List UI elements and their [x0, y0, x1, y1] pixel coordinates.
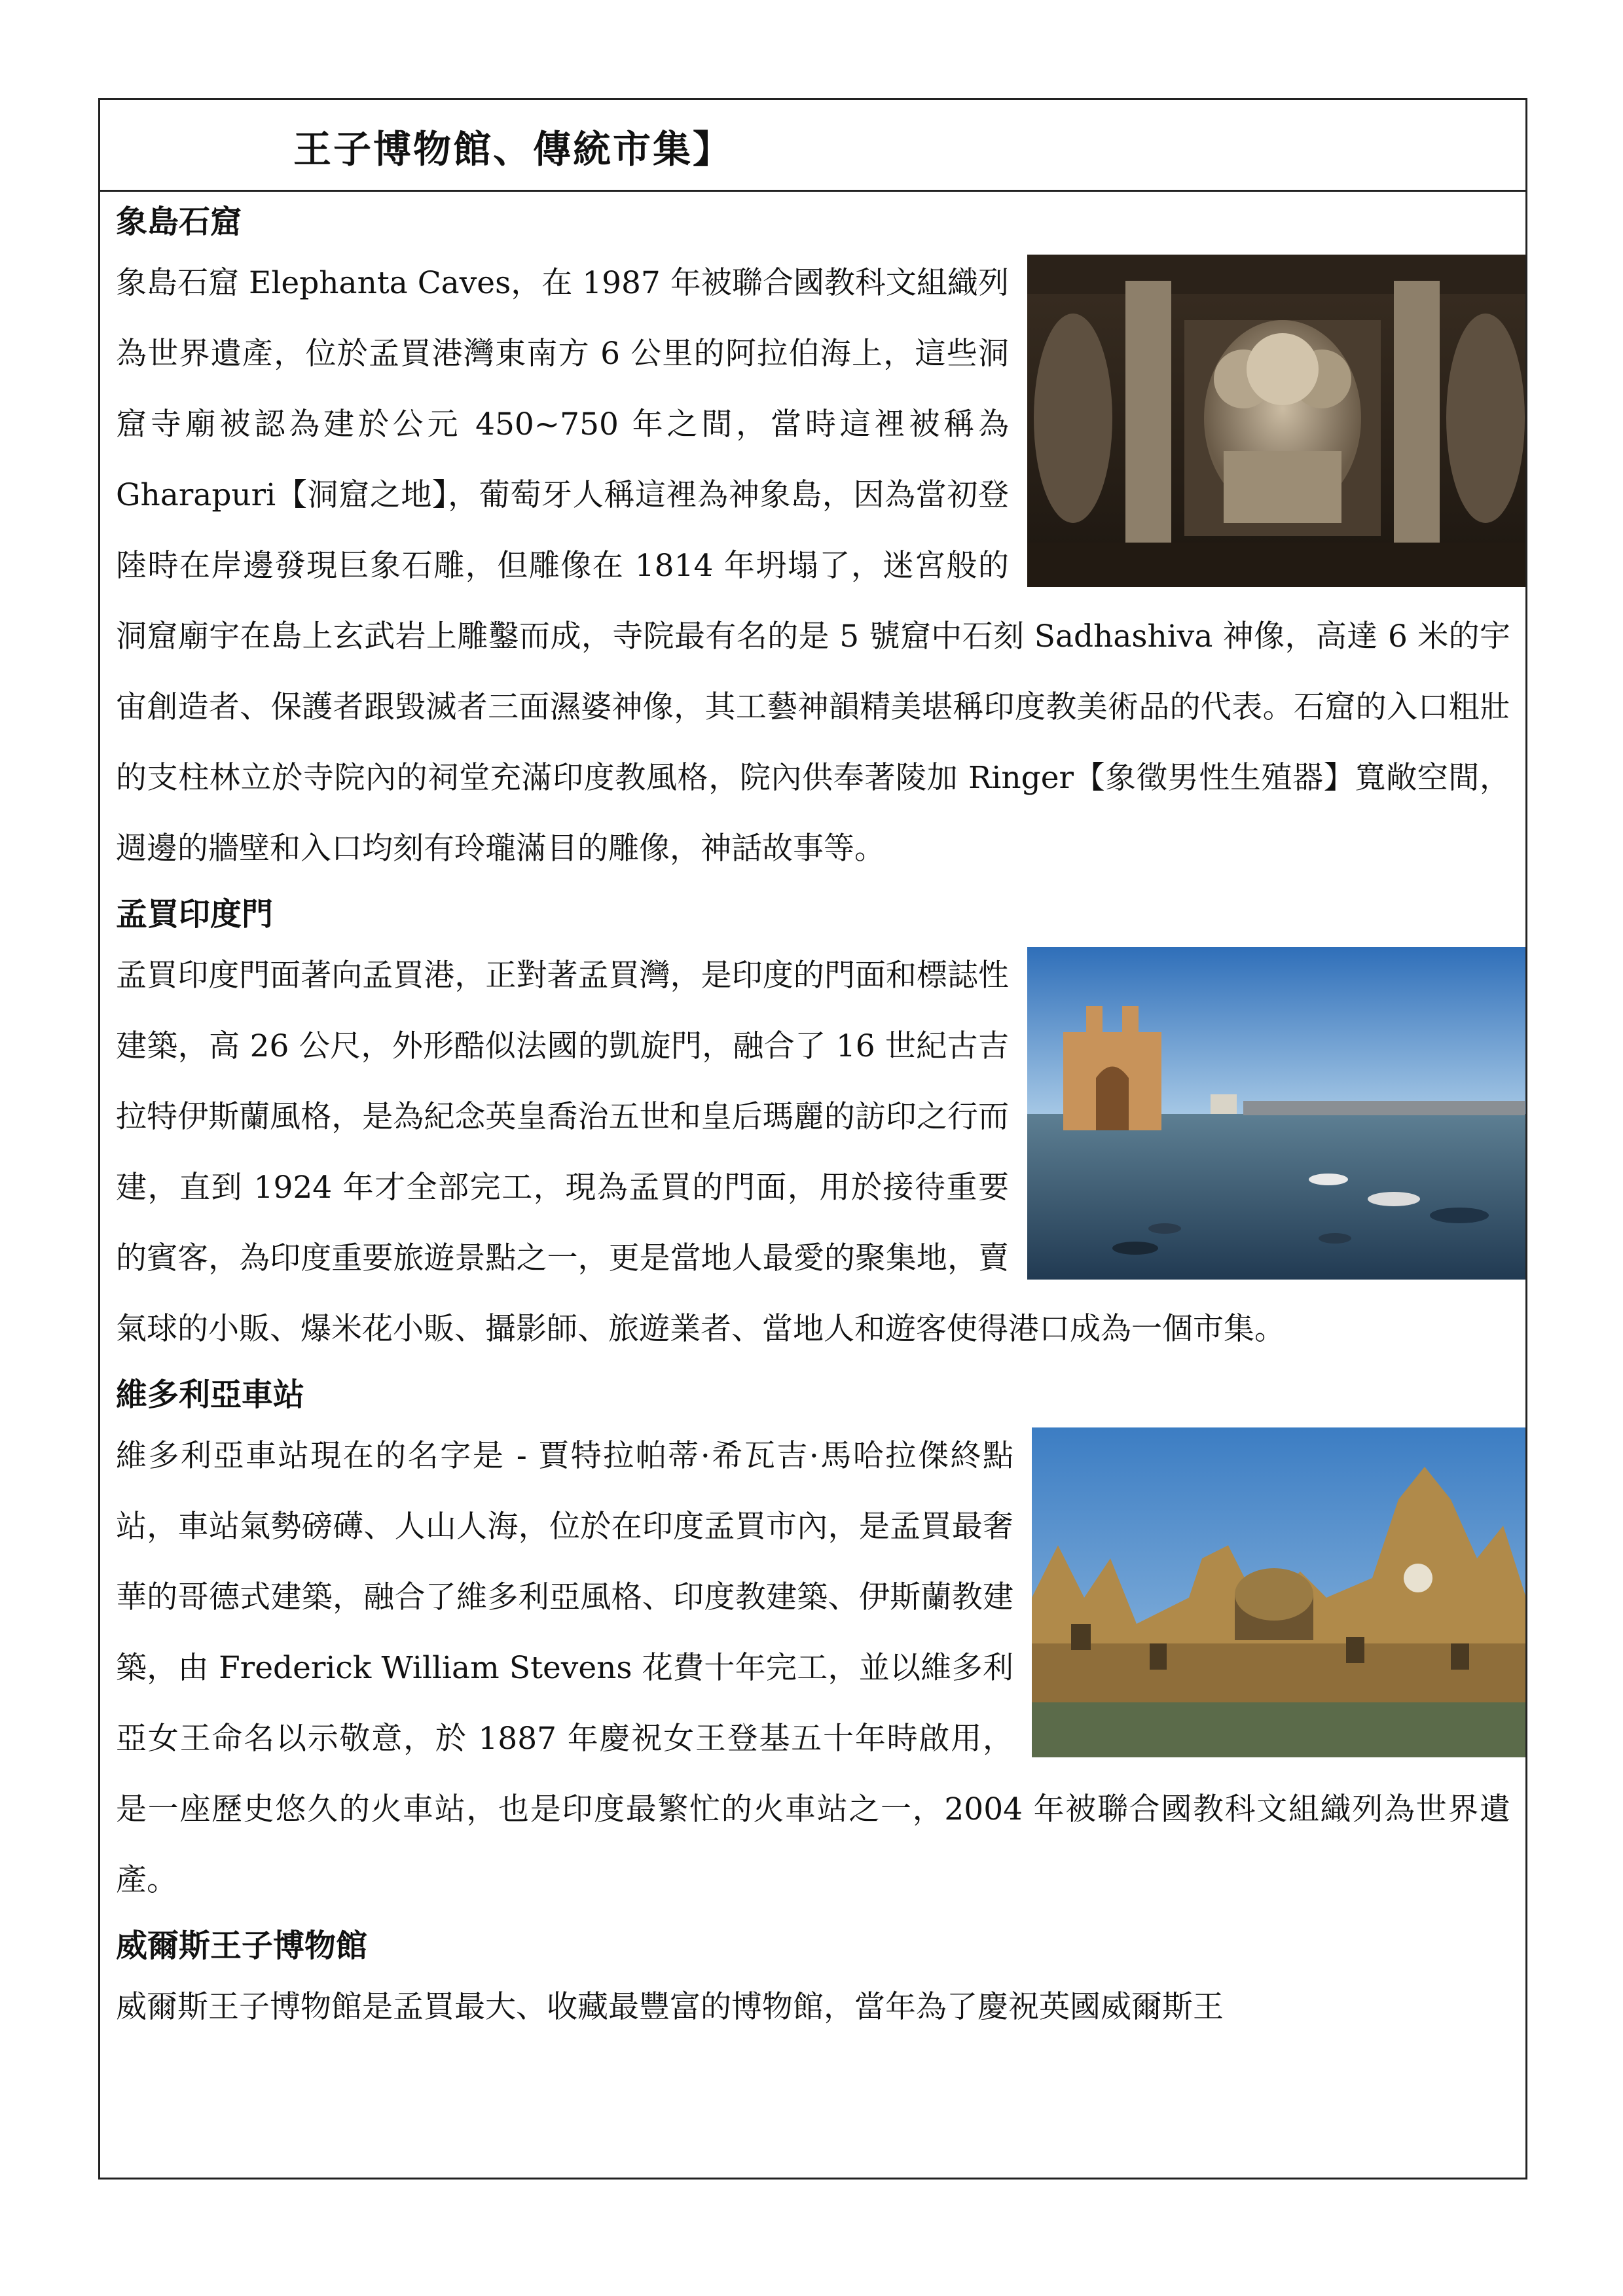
gateway-of-india-photo	[1027, 947, 1526, 1280]
page-title: 王子博物館、傳統市集】	[293, 127, 733, 171]
section-victoria-terminus	[116, 1369, 1510, 1916]
section-text: 象島石窟 Elephanta Caves，在 1987 年被聯合國教科文組織列為世界遺產，位於孟買港灣東南方 6 公里的阿拉伯海上，這些洞窟寺廟被認為建於公元 450~750 年之間，當時這裡被稱為 Gharapuri【洞窟之地】，葡萄牙人稱這裡為神象島，因為當初登陸時在岸邊發現巨象石雕，但雕像在 1814 年坍塌了，迷宮般的洞窟廟宇在島上玄武岩上雕鑿而成，寺院最有名的是 5 號窟中石刻 Sadhashiva 神像，高達 6 米的宇宙創造者、保護者跟毀滅者三面濕婆神像，其工藝神韻精美堪稱印度教美術品的代表。石窟的入口粗壯的支柱林立於寺院內的祠堂充滿印度教風格，院內供奉著陵加 Ringer【象徵男性生殖器】寬敞空間，週邊的牆壁和入口均刻有玲瓏滿目的雕像，神話故事等。	[116, 265, 1510, 867]
section-heading: 象島石窟	[116, 204, 242, 240]
section-heading: 孟買印度門	[116, 896, 274, 933]
section-text: 孟買印度門面著向孟買港，正對著孟買灣，是印度的門面和標誌性建築，高 26 公尺，外形酷似法國的凱旋門，融合了 16 世紀古吉拉特伊斯蘭風格，是為紀念英皇喬治五世和皇后瑪麗的訪印之行而建，直到 1924 年才全部完工，現為孟買的門面，用於接待重要的賓客，為印度重要旅遊景點之一，更是當地人最愛的聚集地，賣氣球的小販、爆米花小販、攝影師、旅遊業者、當地人和遊客使得港口成為一個市集。	[116, 958, 1285, 1347]
document-content	[116, 192, 1510, 2043]
section-text: 威爾斯王子博物館是孟買最大、收藏最豐富的博物館，當年為了慶祝英國威爾斯王	[116, 1989, 1224, 2025]
section-heading: 威爾斯王子博物館	[116, 1928, 368, 1964]
document-frame	[98, 98, 1527, 2179]
victoria-terminus-photo	[1032, 1427, 1526, 1757]
section-text: 維多利亞車站現在的名字是 - 賈特拉帕蒂·希瓦吉·馬哈拉傑終點站，車站氣勢磅礡、人山人海，位於在印度孟買市內，是孟買最奢華的哥德式建築，融合了維多利亞風格、印度教建築、伊斯蘭教建築，由 Frederick William Stevens 花費十年完工，並以維多利亞女王命名以示敬意，於 1887 年慶祝女王登基五十年時啟用，是一座歷史悠久的火車站，也是印度最繁忙的火車站之一，2004 年被聯合國教科文組織列為世界遺產。	[116, 1438, 1510, 1898]
section-gateway-of-india	[116, 888, 1510, 1365]
section-heading: 維多利亞車站	[116, 1376, 305, 1413]
elephanta-caves-photo	[1027, 255, 1526, 587]
section-elephanta-caves	[116, 196, 1510, 884]
section-prince-of-wales-museum	[116, 1920, 1510, 2043]
title-row	[100, 100, 1525, 192]
